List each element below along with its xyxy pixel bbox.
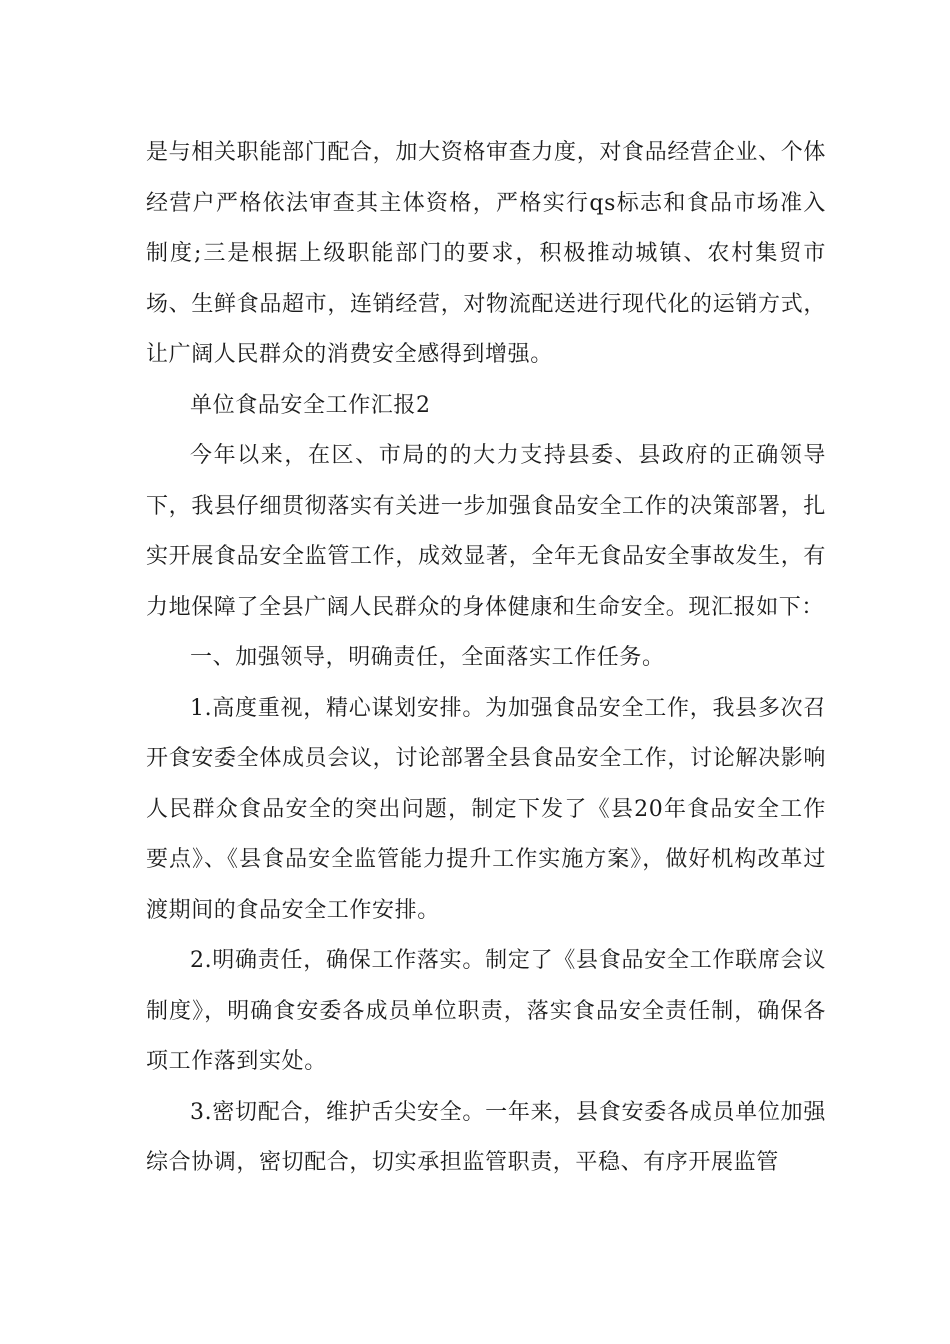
paragraph: 1.高度重视，精心谋划安排。为加强食品安全工作，我县多次召开食安委全体成员会议，讨论部署全县食品安全工作，讨论解决影响人民群众食品安全的突出问题，制定下发了《县20年食品安全工作要点》、《县食品安全监管能力提升工作实施方案》，做好机构改革过渡期间的食品安全工作安排。 bbox=[146, 695, 826, 923]
paragraph: 3.密切配合，维护舌尖安全。一年来，县食安委各成员单位加强综合协调，密切配合，切实承担监管职责，平稳、有序开展监管 bbox=[146, 1099, 826, 1175]
document-body bbox=[146, 128, 826, 1189]
paragraph: 今年以来，在区、市局的的大力支持县委、县政府的正确领导下，我县仔细贯彻落实有关进一步加强食品安全工作的决策部署，扎实开展食品安全监管工作，成效显著，全年无食品安全事故发生，有力地保障了全县广阔人民群众的身体健康和生命安全。现汇报如下： bbox=[146, 443, 826, 620]
paragraph: 是与相关职能部门配合，加大资格审查力度，对食品经营企业、个体经营户严格依法审查其主体资格，严格实行qs标志和食品市场准入制度;三是根据上级职能部门的要求，积极推动城镇、农村集贸市场、生鲜食品超市，连销经营，对物流配送进行现代化的运销方式，让广阔人民群众的消费安全感得到增强。 bbox=[146, 140, 826, 367]
section-heading: 一、加强领导，明确责任，全面落实工作任务。 bbox=[190, 645, 665, 670]
paragraph: 2.明确责任，确保工作落实。制定了《县食品安全工作联席会议制度》，明确食安委各成员单位职责，落实食品安全责任制，确保各项工作落到实处。 bbox=[146, 948, 826, 1074]
section-title: 单位食品安全工作汇报2 bbox=[190, 392, 431, 418]
